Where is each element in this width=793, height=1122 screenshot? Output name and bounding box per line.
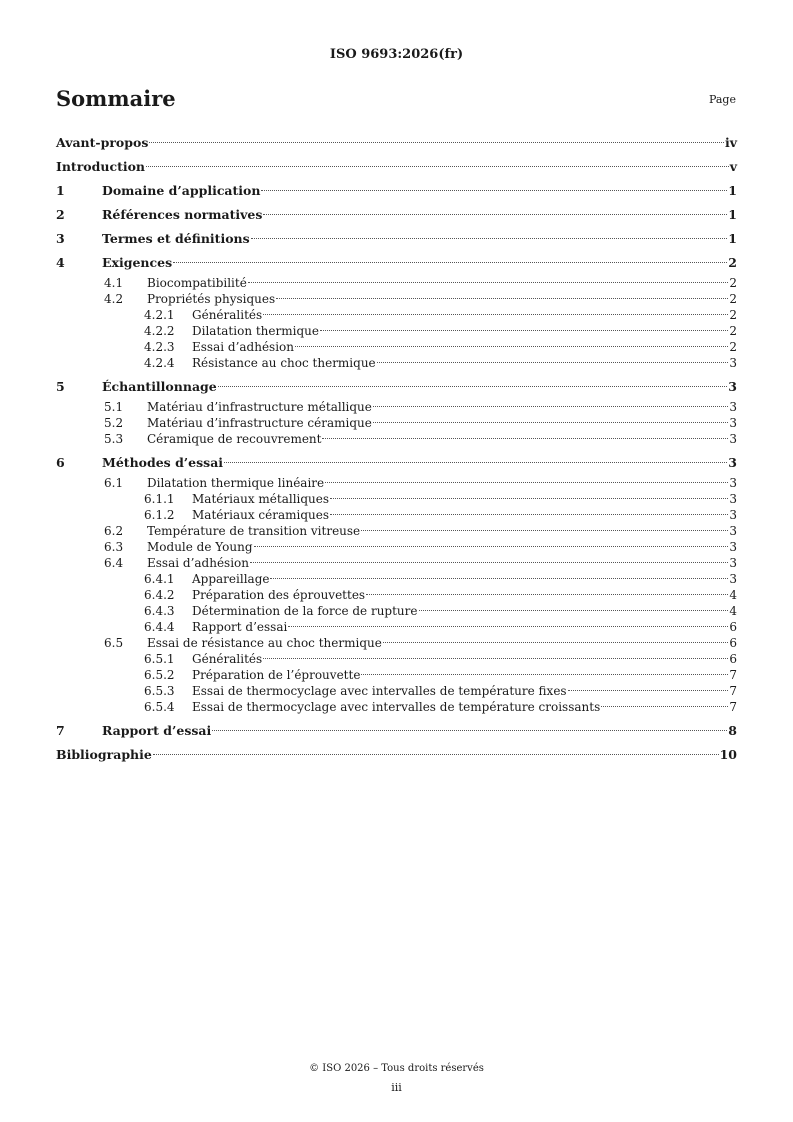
toc-entry-label: Biocompatibilité [147,276,247,290]
toc-entry-label: Avant-propos [56,135,149,150]
toc-entry-label: Résistance au choc thermique [192,356,376,370]
toc-entry[interactable] [56,339,737,355]
toc-entry-number: 6.1.1 [144,492,175,506]
toc-leader-dots [153,754,719,755]
toc-leader-dots [263,314,728,315]
toc-entry-number: 6.4.1 [144,572,175,586]
toc-entry-number: 6.4.4 [144,620,175,634]
toc-entry-number: 4.2.3 [144,340,175,354]
toc-entry-number: 4 [56,255,65,270]
toc-entry[interactable] [56,651,737,667]
toc-entry-page: 3 [729,416,737,430]
toc-entry-number: 6.4.3 [144,604,175,618]
toc-entry[interactable] [56,571,737,587]
toc-leader-dots [251,238,728,239]
toc-entry-number: 4.2.1 [144,308,175,322]
toc-entry-label: Méthodes d’essai [102,455,224,470]
toc-entry-label: Rapport d’essai [192,620,288,634]
toc-leader-dots [361,674,728,675]
toc-entry[interactable] [56,179,737,203]
toc-entry-page: iv [724,135,737,150]
toc-entry-label: Matériau d’infrastructure céramique [147,416,372,430]
toc-entry[interactable] [56,667,737,683]
toc-entry-number: 2 [56,207,65,222]
toc-entry-label: Température de transition vitreuse [147,524,361,538]
toc-entry-label: Essai de thermocyclage avec intervalles de température fixes [192,684,567,698]
toc-entry-label: Dilatation thermique [192,324,319,338]
toc-entry[interactable] [56,587,737,603]
toc-entry-label: Généralités [192,308,263,322]
toc-entry-page: 3 [729,508,737,522]
toc-entry[interactable] [56,603,737,619]
toc-entry-label: Exigences [102,255,173,270]
toc-entry-number: 6.4.2 [144,588,175,602]
toc-leader-dots [149,142,724,143]
toc-entry[interactable] [56,291,737,307]
toc-entry[interactable] [56,699,737,715]
toc-entry-number: 5.2 [104,416,124,430]
toc-entry-number: 4.2.4 [144,356,175,370]
toc-leader-dots [419,610,729,611]
toc-leader-dots [568,690,729,691]
toc-entry-page: 3 [729,476,737,490]
toc-entry-label: Matériau d’infrastructure métallique [147,400,372,414]
toc-entry-number: 6.3 [104,540,124,554]
toc-leader-dots [330,498,728,499]
page-title: Sommaire [56,86,176,111]
toc-entry-page: 2 [729,324,737,338]
table-of-contents [56,131,737,767]
toc-entry-page: 6 [729,620,737,634]
toc-entry-label: Bibliographie [56,747,152,762]
toc-leader-dots [361,530,728,531]
toc-entry-page: 2 [729,276,737,290]
toc-entry-page: 1 [728,231,737,246]
toc-entry-number: 7 [56,723,65,738]
toc-entry-label: Dilatation thermique linéaire [147,476,325,490]
toc-entry-label: Essai de résistance au choc thermique [147,636,382,650]
toc-entry-label: Rapport d’essai [102,723,212,738]
toc-leader-dots [322,438,728,439]
toc-entry-number: 5 [56,379,65,394]
toc-entry-page: 4 [729,588,737,602]
toc-leader-dots [330,514,728,515]
toc-entry[interactable] [56,227,737,251]
toc-entry-number: 6.5 [104,636,124,650]
toc-entry-label: Échantillonnage [102,379,217,394]
toc-entry[interactable] [56,323,737,339]
toc-entry[interactable] [56,507,737,523]
toc-entry[interactable] [56,399,737,415]
toc-leader-dots [254,546,729,547]
toc-entry[interactable] [56,415,737,431]
toc-leader-dots [295,346,728,347]
toc-entry-number: 6.4 [104,556,124,570]
toc-entry-page: 3 [729,432,737,446]
toc-entry[interactable] [56,683,737,699]
toc-entry[interactable] [56,743,737,767]
page-column-label: Page [708,93,736,106]
toc-entry-label: Introduction [56,159,146,174]
toc-leader-dots [325,482,728,483]
toc-entry-number: 4.1 [104,276,124,290]
toc-entry[interactable] [56,719,737,743]
toc-entry[interactable] [56,355,737,371]
toc-leader-dots [173,262,727,263]
toc-entry[interactable] [56,275,737,291]
toc-entry[interactable] [56,491,737,507]
toc-entry-label: Préparation des éprouvettes [192,588,366,602]
toc-entry[interactable] [56,619,737,635]
toc-entry-label: Module de Young [147,540,253,554]
toc-entry-number: 3 [56,231,65,246]
toc-entry-page: 10 [719,747,737,762]
toc-entry[interactable] [56,307,737,323]
toc-entry-number: 6.5.2 [144,668,175,682]
toc-entry[interactable] [56,635,737,651]
toc-entry-number: 5.1 [104,400,124,414]
toc-entry-page: 3 [729,400,737,414]
toc-leader-dots [218,386,728,387]
toc-entry-page: 2 [729,340,737,354]
toc-entry[interactable] [56,155,737,179]
toc-leader-dots [212,730,727,731]
toc-entry-label: Essai d’adhésion [147,556,249,570]
toc-entry-number: 5.3 [104,432,124,446]
toc-entry-label: Appareillage [192,572,270,586]
toc-leader-dots [224,462,727,463]
document-header: ISO 9693:2026(fr) [329,47,464,62]
toc-entry-number: 6.1.2 [144,508,175,522]
toc-entry[interactable] [56,203,737,227]
toc-entry-page: 3 [729,492,737,506]
toc-entry-label: Préparation de l’éprouvette [192,668,361,682]
toc-leader-dots [263,658,728,659]
toc-entry-page: 6 [729,636,737,650]
toc-entry-page: 4 [729,604,737,618]
footer-page-number: iii [391,1081,402,1094]
toc-leader-dots [263,214,727,215]
toc-leader-dots [288,626,728,627]
toc-entry[interactable] [56,251,737,275]
toc-leader-dots [248,282,729,283]
toc-entry-number: 6.5.4 [144,700,175,714]
toc-entry-page: 7 [729,668,737,682]
toc-entry-page: 6 [729,652,737,666]
toc-entry-number: 4.2.2 [144,324,175,338]
footer-copyright: © ISO 2026 – Tous droits réservés [309,1063,484,1074]
toc-leader-dots [261,190,727,191]
toc-entry-page: 7 [729,684,737,698]
toc-entry-number: 6.1 [104,476,124,490]
toc-leader-dots [377,362,729,363]
toc-entry-number: 1 [56,183,65,198]
toc-entry-page: 3 [728,379,737,394]
toc-entry[interactable] [56,431,737,447]
toc-entry-label: Références normatives [102,207,263,222]
toc-entry-label: Généralités [192,652,263,666]
toc-entry-page: v [729,159,737,174]
toc-entry-page: 3 [729,356,737,370]
toc-leader-dots [366,594,728,595]
toc-entry-label: Essai d’adhésion [192,340,294,354]
toc-leader-dots [250,562,728,563]
toc-entry-number: 6 [56,455,65,470]
toc-entry-page: 2 [729,292,737,306]
toc-entry-label: Matériaux céramiques [192,508,330,522]
toc-entry-number: 6.2 [104,524,124,538]
toc-entry-number: 6.5.1 [144,652,175,666]
toc-entry[interactable] [56,539,737,555]
toc-leader-dots [383,642,729,643]
toc-leader-dots [270,578,728,579]
toc-entry[interactable] [56,555,737,571]
toc-entry-label: Propriétés physiques [147,292,276,306]
toc-entry-page: 3 [729,556,737,570]
toc-entry-page: 3 [729,524,737,538]
toc-entry-page: 3 [729,540,737,554]
toc-entry[interactable] [56,523,737,539]
toc-entry-page: 1 [728,207,737,222]
toc-entry-page: 3 [729,572,737,586]
toc-leader-dots [146,166,729,167]
toc-entry-page: 2 [728,255,737,270]
toc-entry-page: 2 [729,308,737,322]
toc-entry-label: Céramique de recouvrement [147,432,322,446]
toc-entry[interactable] [56,131,737,155]
toc-entry[interactable] [56,375,737,399]
toc-entry[interactable] [56,475,737,491]
toc-leader-dots [373,406,728,407]
toc-entry-label: Termes et définitions [102,231,250,246]
toc-entry[interactable] [56,451,737,475]
toc-entry-number: 4.2 [104,292,124,306]
toc-entry-label: Matériaux métalliques [192,492,330,506]
toc-leader-dots [276,298,728,299]
toc-entry-page: 3 [728,455,737,470]
toc-leader-dots [601,706,728,707]
toc-leader-dots [320,330,728,331]
toc-entry-page: 7 [729,700,737,714]
toc-entry-label: Essai de thermocyclage avec intervalles de température croissants [192,700,601,714]
toc-entry-label: Domaine d’application [102,183,261,198]
toc-entry-page: 8 [728,723,737,738]
toc-entry-label: Détermination de la force de rupture [192,604,418,618]
toc-entry-number: 6.5.3 [144,684,175,698]
toc-leader-dots [373,422,729,423]
toc-entry-page: 1 [728,183,737,198]
